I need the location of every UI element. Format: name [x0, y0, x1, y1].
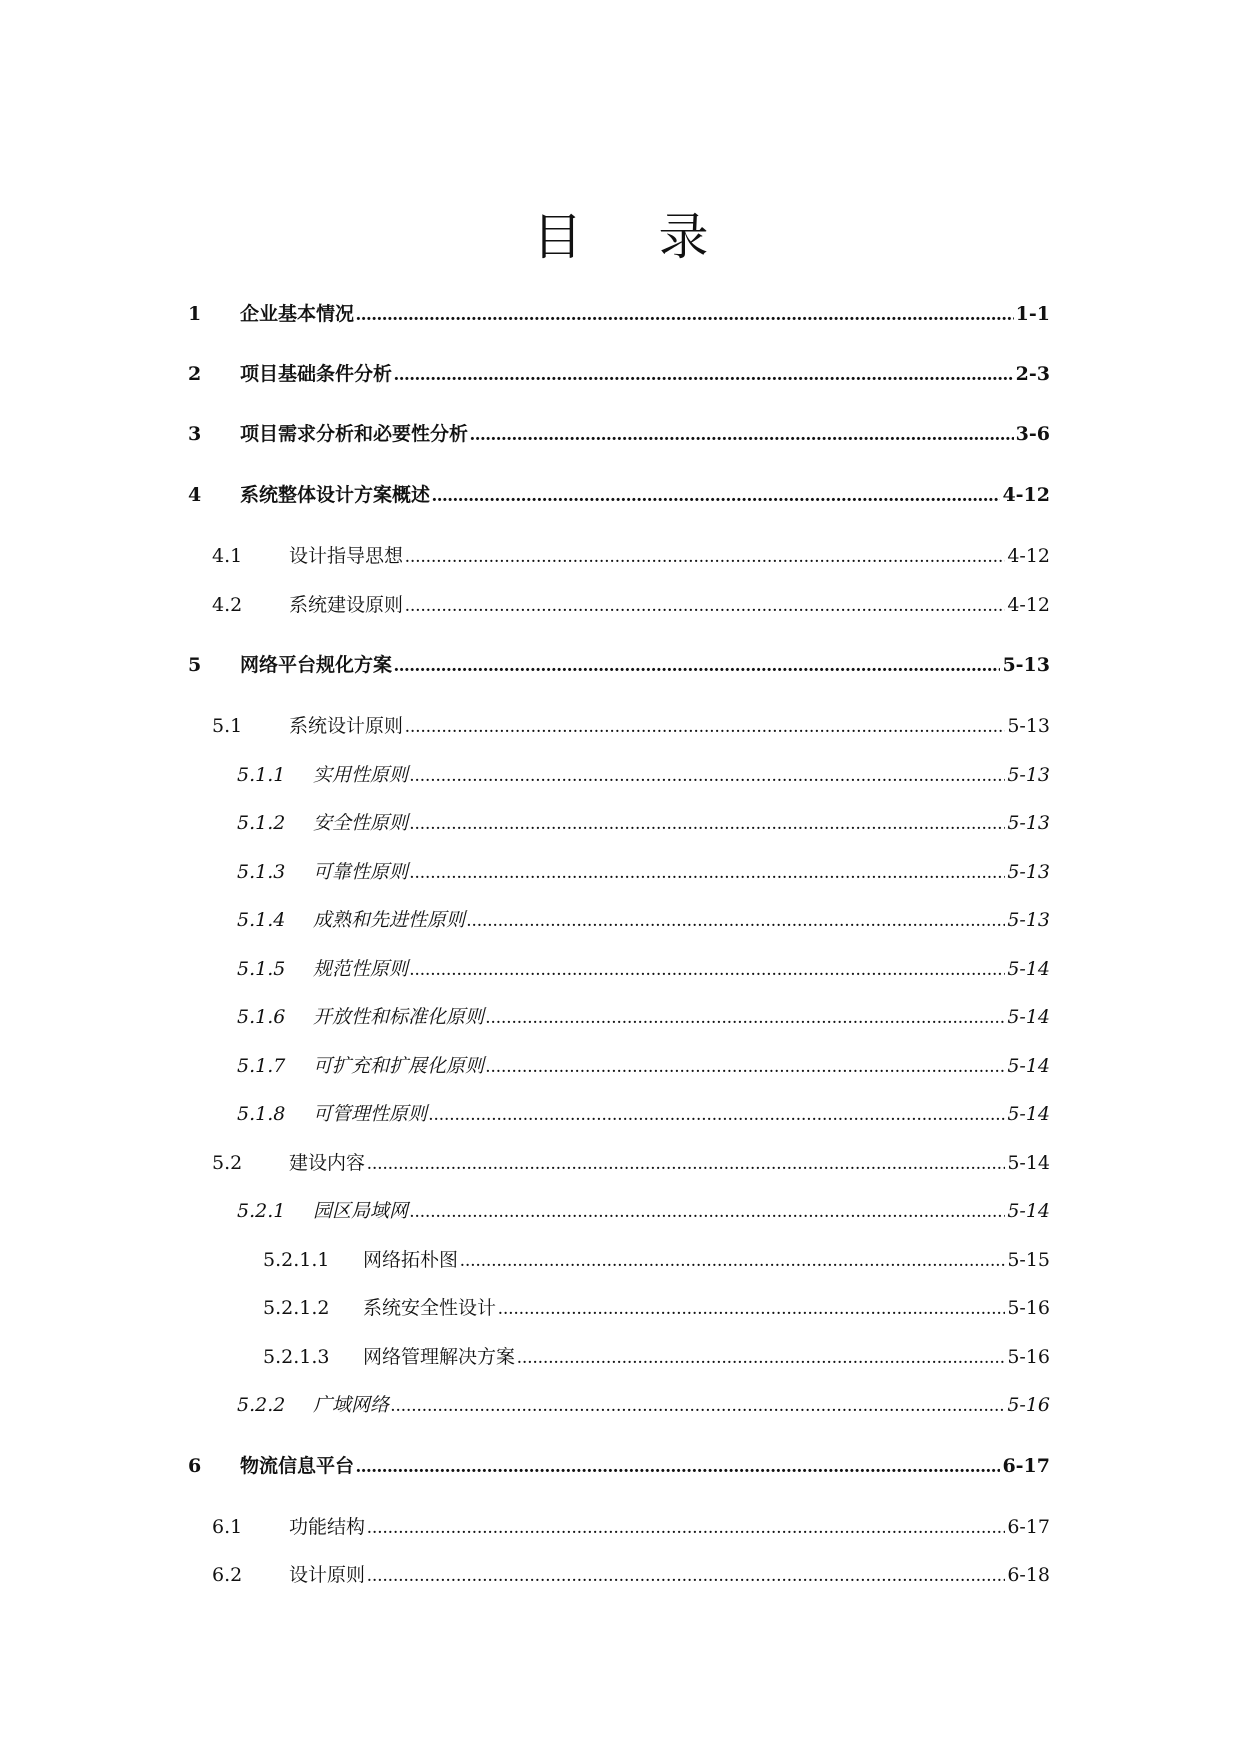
dot-leader [405, 547, 1005, 566]
toc-title: 物流信息平台 [240, 1455, 355, 1477]
dot-leader [467, 911, 1005, 930]
toc-entry-5-2-2[interactable] [188, 1396, 1050, 1415]
toc-number: 5.1.7 [237, 1055, 286, 1077]
toc-entry-3[interactable] [188, 425, 1050, 444]
toc-number: 2 [188, 363, 202, 385]
toc-number: 5.2.1.2 [263, 1297, 330, 1319]
toc-title: 实用性原则 [313, 764, 409, 786]
toc-page-number: 5-13 [1002, 654, 1050, 676]
dot-leader [405, 596, 1005, 615]
dot-leader [394, 656, 1000, 675]
toc-page-number: 5-14 [1007, 1200, 1050, 1222]
toc-number: 6.2 [212, 1564, 243, 1586]
toc-number: 5.2.1 [237, 1200, 286, 1222]
toc-title: 系统设计原则 [289, 715, 404, 737]
toc-entry-5-2-1-1[interactable] [188, 1251, 1050, 1270]
toc-number: 4 [188, 484, 202, 506]
toc-entry-1[interactable] [188, 305, 1050, 324]
dot-leader [486, 1008, 1005, 1027]
toc-page-number: 4-12 [1002, 484, 1050, 506]
toc-number: 5.1.8 [237, 1103, 286, 1125]
dot-leader [405, 717, 1005, 736]
dot-leader [367, 1518, 1005, 1537]
toc-entry-6[interactable] [188, 1457, 1050, 1476]
toc-entry-5[interactable] [188, 656, 1050, 675]
toc-entry-2[interactable] [188, 365, 1050, 384]
toc-title: 功能结构 [289, 1516, 366, 1538]
toc-number: 5.1.4 [237, 909, 286, 931]
dot-leader [460, 1251, 1005, 1270]
toc-entry-6-2[interactable] [188, 1566, 1050, 1585]
toc-number: 5.1.1 [237, 764, 286, 786]
toc-title: 广域网络 [313, 1394, 390, 1416]
toc-number: 5.2.1.3 [263, 1346, 330, 1368]
toc-entry-5-1-6[interactable] [188, 1008, 1050, 1027]
dot-leader [470, 425, 1014, 444]
toc-number: 5.1.2 [237, 812, 286, 834]
page-title: 目 录 [532, 208, 739, 266]
dot-leader [410, 1202, 1005, 1221]
toc-number: 4.2 [212, 594, 243, 616]
toc-entry-5-1-7[interactable] [188, 1057, 1050, 1076]
toc-title: 可管理性原则 [313, 1103, 428, 1125]
toc-entry-4-2[interactable] [188, 596, 1050, 615]
toc-title: 规范性原则 [313, 958, 409, 980]
toc-page-number: 4-12 [1007, 545, 1050, 567]
toc-entry-4-1[interactable] [188, 547, 1050, 566]
toc-number: 5.1 [212, 715, 243, 737]
toc-number: 6 [188, 1455, 202, 1477]
toc-page-number: 5-15 [1007, 1249, 1050, 1271]
dot-leader [410, 766, 1005, 785]
toc-number: 5.2.2 [237, 1394, 286, 1416]
toc-page-number: 6-17 [1007, 1516, 1050, 1538]
toc-title: 企业基本情况 [240, 303, 355, 325]
toc-page-number: 6-18 [1007, 1564, 1050, 1586]
toc-entry-5-1-5[interactable] [188, 960, 1050, 979]
toc-entry-5-1-1[interactable] [188, 766, 1050, 785]
toc-page-number: 5-13 [1007, 812, 1050, 834]
toc-page-number: 5-14 [1007, 958, 1050, 980]
toc-page-number: 5-13 [1007, 861, 1050, 883]
toc-title: 系统整体设计方案概述 [240, 484, 431, 506]
toc-title: 项目需求分析和必要性分析 [240, 423, 469, 445]
toc-number: 5.2.1.1 [263, 1249, 330, 1271]
toc-number: 5 [188, 654, 202, 676]
toc-number: 1 [188, 303, 202, 325]
toc-title: 可扩充和扩展化原则 [313, 1055, 485, 1077]
dot-leader [391, 1396, 1005, 1415]
toc-entry-5-2[interactable] [188, 1154, 1050, 1173]
toc-page-number: 5-16 [1007, 1346, 1050, 1368]
toc-entry-5-1-3[interactable] [188, 863, 1050, 882]
dot-leader [498, 1299, 1005, 1318]
toc-page-number: 5-13 [1007, 715, 1050, 737]
toc-title: 建设内容 [289, 1152, 366, 1174]
toc-page-number: 6-17 [1002, 1455, 1050, 1477]
toc-title: 安全性原则 [313, 812, 409, 834]
toc-entry-6-1[interactable] [188, 1518, 1050, 1537]
toc-entry-5-1-2[interactable] [188, 814, 1050, 833]
toc-title: 开放性和标准化原则 [313, 1006, 485, 1028]
toc-title: 网络管理解决方案 [363, 1346, 516, 1368]
toc-page-number: 5-16 [1007, 1297, 1050, 1319]
dot-leader [429, 1105, 1005, 1124]
toc-entry-5-1-4[interactable] [188, 911, 1050, 930]
toc-page-number: 5-14 [1007, 1055, 1050, 1077]
toc-number: 5.1.3 [237, 861, 286, 883]
dot-leader [367, 1566, 1005, 1585]
dot-leader [410, 960, 1005, 979]
toc-title: 园区局域网 [313, 1200, 409, 1222]
toc-page-number: 5-13 [1007, 764, 1050, 786]
dot-leader [367, 1154, 1005, 1173]
toc-title: 网络拓朴图 [363, 1249, 459, 1271]
toc-number: 5.1.6 [237, 1006, 286, 1028]
toc-page-number: 5-14 [1007, 1103, 1050, 1125]
toc-page-number: 5-14 [1007, 1006, 1050, 1028]
dot-leader [356, 305, 1014, 324]
toc-entry-5-2-1-2[interactable] [188, 1299, 1050, 1318]
toc-number: 5.1.5 [237, 958, 286, 980]
dot-leader [410, 863, 1005, 882]
toc-number: 3 [188, 423, 202, 445]
toc-entry-5-2-1[interactable] [188, 1202, 1050, 1221]
toc-page-number: 5-13 [1007, 909, 1050, 931]
toc-page-number: 3-6 [1015, 423, 1050, 445]
toc-title: 成熟和先进性原则 [313, 909, 466, 931]
toc-title: 设计原则 [289, 1564, 366, 1586]
toc-number: 5.2 [212, 1152, 243, 1174]
toc-entry-5-1-8[interactable] [188, 1105, 1050, 1124]
toc-title: 项目基础条件分析 [240, 363, 393, 385]
toc-number: 6.1 [212, 1516, 243, 1538]
dot-leader [517, 1348, 1005, 1367]
toc-title: 设计指导思想 [289, 545, 404, 567]
toc-number: 4.1 [212, 545, 243, 567]
dot-leader [394, 365, 1014, 384]
dot-leader [410, 814, 1005, 833]
toc-entry-5-2-1-3[interactable] [188, 1348, 1050, 1367]
toc-page-number: 5-16 [1007, 1394, 1050, 1416]
toc-page-number: 5-14 [1007, 1152, 1050, 1174]
toc-title: 系统安全性设计 [363, 1297, 497, 1319]
toc-page-number: 4-12 [1007, 594, 1050, 616]
dot-leader [356, 1457, 1000, 1476]
toc-entry-5-1[interactable] [188, 717, 1050, 736]
toc-entry-4[interactable] [188, 486, 1050, 505]
toc-title: 系统建设原则 [289, 594, 404, 616]
toc-title: 可靠性原则 [313, 861, 409, 883]
toc-title: 网络平台规化方案 [240, 654, 393, 676]
toc-page-number: 2-3 [1015, 363, 1050, 385]
toc-page-number: 1-1 [1015, 303, 1050, 325]
dot-leader [432, 486, 1000, 505]
dot-leader [486, 1057, 1005, 1076]
